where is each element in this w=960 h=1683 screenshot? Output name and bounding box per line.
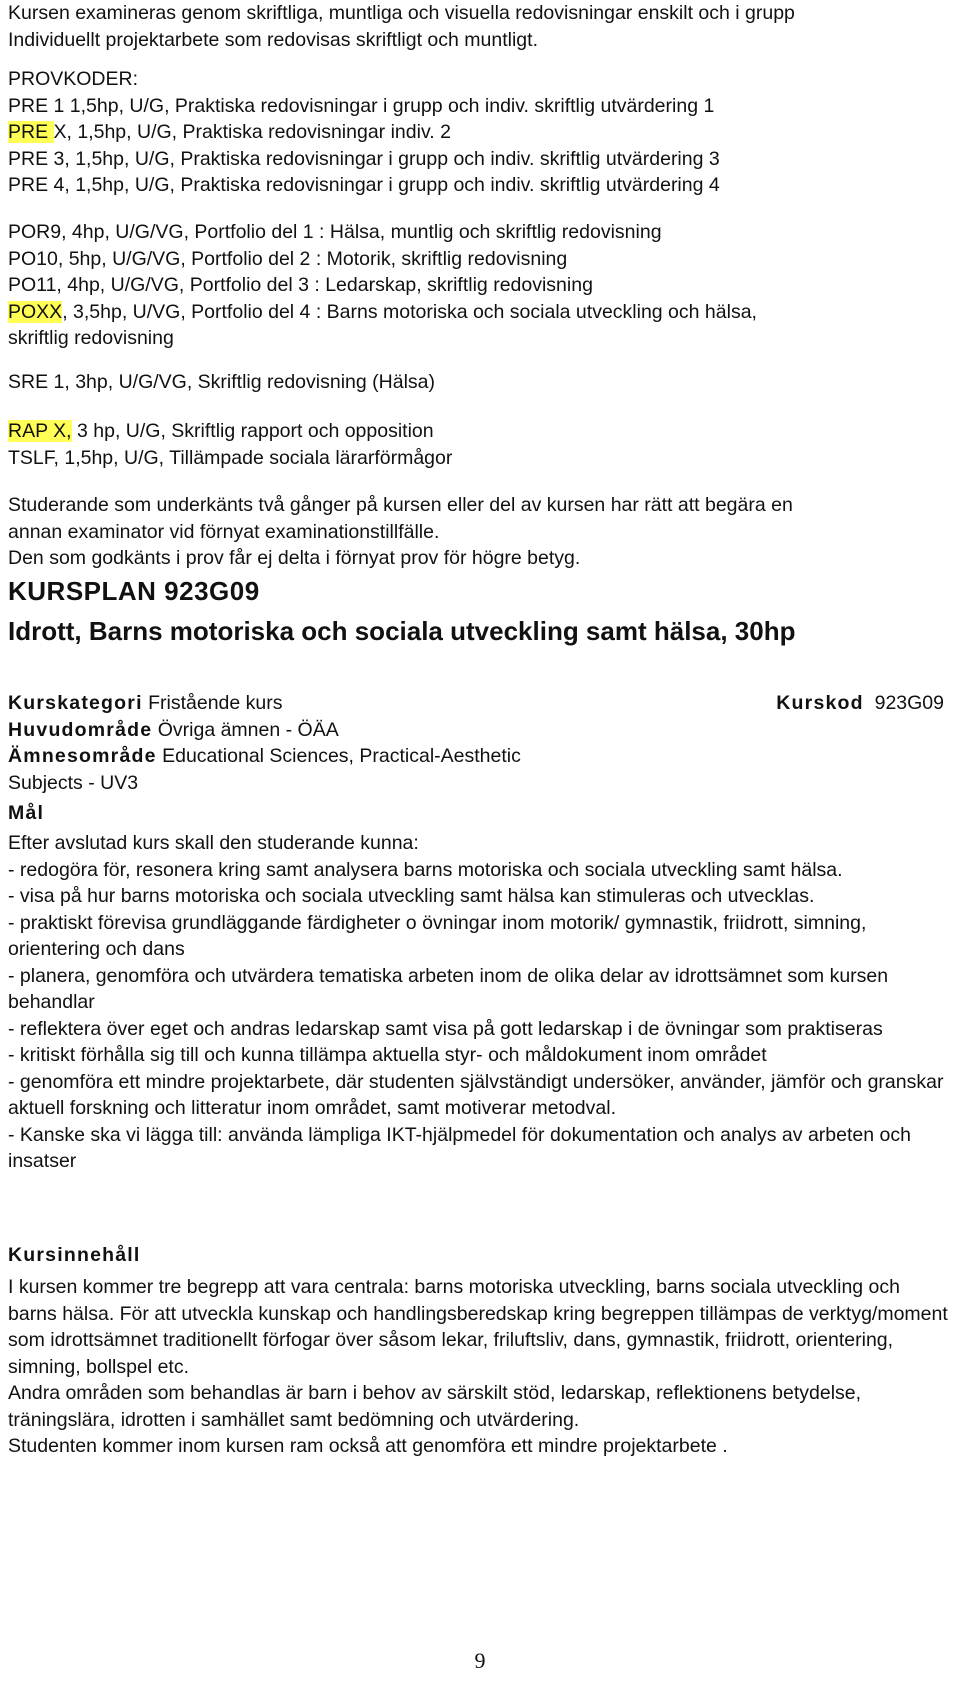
provkoder-heading: PROVKODER: [8, 68, 139, 90]
exam-code-line: SRE 1, 3hp, U/G/VG, Skriftlig redovisning (Hälsa) [8, 371, 435, 393]
exam-code-line: PRE 4, 1,5hp, U/G, Praktiska redovisningar i grupp och indiv. skriftlig utvärdering 4 [8, 174, 720, 196]
mal-list [8, 830, 952, 1175]
exam-code-line: PRE X, 1,5hp, U/G, Praktiska redovisningar indiv. 2 [8, 121, 451, 143]
huvudomrade-value: Övriga ämnen - ÖÄA [152, 718, 339, 741]
intro-line: Kursen examineras genom skriftliga, muntliga och visuella redovisningar enskilt och i grupp [8, 2, 795, 24]
kurskod-label: Kurskod [776, 692, 864, 714]
exam-code-line: POXX, 3,5hp, U/VG, Portfolio del 4 : Barns motoriska och sociala utveckling och hälsa, [8, 300, 757, 323]
mal-intro: Efter avslutad kurs skall den studerande kunna: [8, 832, 419, 854]
amnesomrade-label: Ämnesområde [8, 745, 157, 767]
kurskategori-label: Kurskategori [8, 692, 143, 714]
exam-code-line: POR9, 4hp, U/G/VG, Portfolio del 1 : Hälsa, muntlig och skriftlig redovisning [8, 221, 662, 243]
amnesomrade-row [8, 743, 952, 770]
course-meta [8, 690, 952, 796]
list-item: - redogöra för, resonera kring samt analysera barns motoriska och sociala utveckling samt hälsa. [8, 858, 843, 881]
exam-code-line: TSLF, 1,5hp, U/G, Tillämpade sociala lärarförmågor [8, 446, 453, 469]
paragraph: Studenten kommer inom kursen ram också att genomföra ett mindre projektarbete . [8, 1435, 728, 1457]
kurskod-value: 923G09 [863, 692, 944, 714]
kursplan-heading: KURSPLAN 923G09 [8, 576, 260, 606]
portfolio-section [8, 219, 952, 352]
rules-line: Den som godkänts i prov får ej delta i förnyat prov för högre betyg. [8, 547, 581, 569]
rules-line: annan examinator vid förnyat examinationstillfälle. [8, 520, 440, 543]
exam-code-line: PO10, 5hp, U/G/VG, Portfolio del 2 : Motorik, skriftlig redovisning [8, 247, 568, 270]
sre-section [8, 369, 952, 396]
list-item: - reflektera över eget och andras ledarskap samt visa på gott ledarskap i de övningar som praktiseras [8, 1017, 883, 1040]
exam-code-line: PO11, 4hp, U/G/VG, Portfolio del 3 : Ledarskap, skriftlig redovisning [8, 274, 593, 296]
exam-code-line: PRE 3, 1,5hp, U/G, Praktiska redovisningar i grupp och indiv. skriftlig utvärdering 3 [8, 147, 720, 170]
exam-code-line: RAP X, 3 hp, U/G, Skriftlig rapport och opposition [8, 420, 434, 442]
huvudomrade-row [8, 717, 952, 744]
list-item: - planera, genomföra och utvärdera tematiska arbeten inom de olika delar av idrottsämnet som kursen behandlar [8, 964, 889, 1013]
exam-code-line: skriftlig redovisning [8, 327, 174, 349]
amnesomrade-value: Educational Sciences, Practical-Aesthetic [156, 745, 521, 767]
list-item: - visa på hur barns motoriska och sociala utveckling samt hälsa kan stimuleras och utvecklas. [8, 885, 815, 907]
kursinnehall-body [8, 1274, 952, 1460]
rules-section [8, 492, 952, 572]
kurskod-row [776, 690, 944, 717]
kurskategori-value: Fristående kurs [142, 692, 283, 714]
kursplan-section [8, 578, 952, 605]
highlighted-code: RAP X, [8, 420, 72, 442]
highlighted-code: POXX [8, 300, 63, 323]
paragraph: Andra områden som behandlas är barn i behov av särskilt stöd, ledarskap, reflektionens betydelse, träningslära, idrotten i samhället samt bedömning och utvärdering. [8, 1382, 862, 1431]
intro-line: Individuellt projektarbete som redovisas skriftligt och muntligt. [8, 28, 538, 51]
list-item: - kritiskt förhålla sig till och kunna tillämpa aktuella styr- och måldokument inom området [8, 1044, 767, 1066]
course-title-section [8, 618, 952, 645]
course-title: Idrott, Barns motoriska och sociala utveckling samt hälsa, 30hp [8, 616, 796, 646]
amnesomrade-cont: Subjects - UV3 [8, 771, 139, 794]
intro-section [8, 0, 952, 53]
mal-section [8, 800, 952, 827]
exam-code-line: PRE 1 1,5hp, U/G, Praktiska redovisningar i grupp och indiv. skriftlig utvärdering 1 [8, 94, 715, 117]
highlighted-code: PRE [8, 121, 54, 143]
list-item: - praktiskt förevisa grundläggande färdigheter o övningar inom motorik/ gymnastik, friidrott, simning, orientering och dans [8, 911, 867, 960]
rap-section [8, 418, 952, 471]
kursinnehall-heading: Kursinnehåll [8, 1244, 141, 1266]
provkoder-section [8, 66, 952, 199]
kursinnehall-section [8, 1242, 952, 1269]
list-item: - Kanske ska vi lägga till: använda lämpliga IKT-hjälpmedel för dokumentation och analys av arbeten och insatser [8, 1123, 911, 1172]
page-number: 9 [474, 1648, 486, 1673]
mal-heading: Mål [8, 802, 45, 824]
rules-line: Studerande som underkänts två gånger på kursen eller del av kursen har rätt att begära en [8, 494, 793, 516]
paragraph: I kursen kommer tre begrepp att vara centrala: barns motoriska utveckling, barns sociala utveckling och barns hälsa. För att utveckla kunskap och handlingsberedskap kring begreppen tillämpas de verktyg/moment som idrottsämnet traditionellt förfogar över såsom lekar, friluftsliv, dans, gymnastik, friidrott, orientering, simning, bollspel etc. [8, 1276, 948, 1378]
huvudomrade-label: Huvudområde [8, 718, 153, 741]
list-item: - genomföra ett mindre projektarbete, där studenten självständigt undersöker, använder, jämför och granskar aktuell forskning och litteratur inom området, samt motiverar metodval. [8, 1070, 944, 1119]
